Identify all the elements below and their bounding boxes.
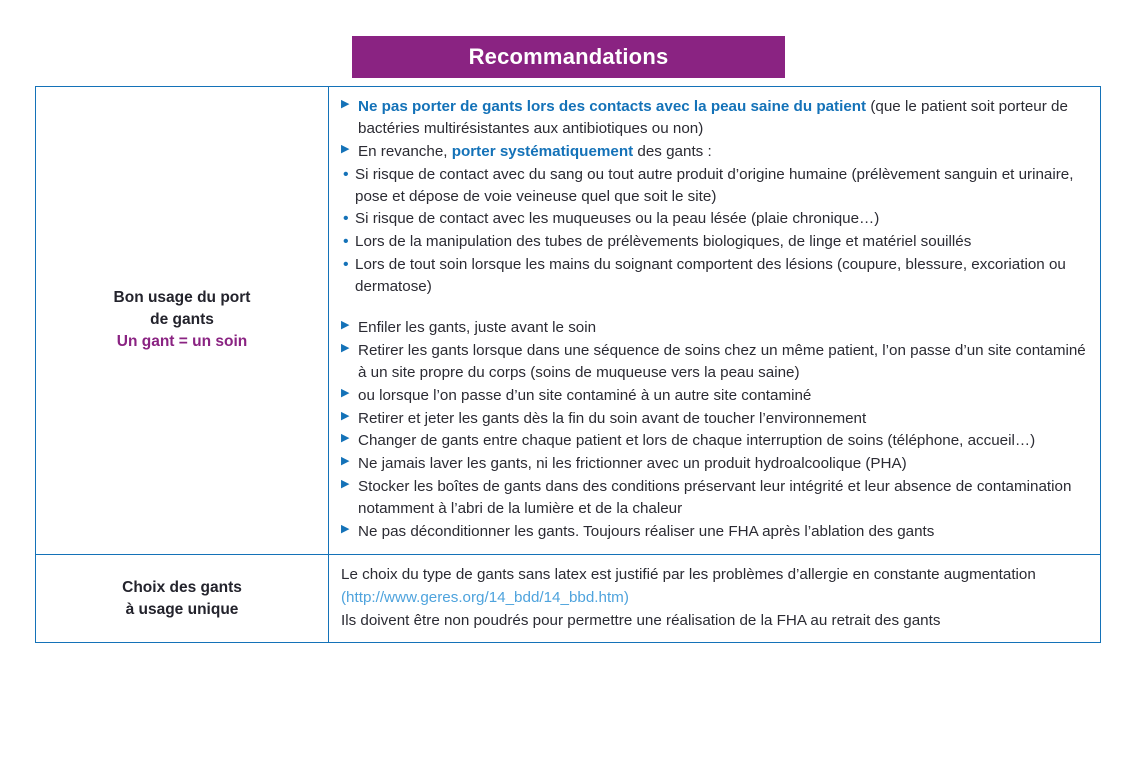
list-item-text (355, 208, 1086, 230)
list-item (343, 231, 1086, 253)
body-text: Ne jamais laver les gants, ni les frictionner avec un produit hydroalcoolique (PHA) (358, 455, 907, 473)
list-item (341, 521, 1086, 543)
body-text: Changer de gants entre chaque patient et lors de chaque interruption de soins (téléphone, accueil…) (358, 432, 1036, 450)
list-item-text (358, 317, 1086, 339)
body-text: Ils doivent être non poudrés pour permettre une réalisation de la FHA au retrait des gants (341, 611, 941, 629)
triangle-bullet-icon: ▶ (341, 523, 350, 536)
dot-bullet-icon: • (343, 233, 349, 251)
body-text: Lors de tout soin lorsque les mains du soignant comportent des lésions (coupure, blessure, excoriation ou dermatose) (355, 256, 1066, 296)
body-text: Retirer les gants lorsque dans une séquence de soins chez un même patient, l’on passe d’un site contaminé à un site propre du corps (soins de muqueuse vers la peau saine) (358, 341, 1086, 381)
row-content-cell (329, 555, 1100, 642)
list-item (341, 408, 1086, 430)
body-text: Le choix du type de gants sans latex est justifié par les problèmes d’allergie en constante augmentation (341, 565, 1036, 583)
page-title: Recommandations (468, 44, 669, 69)
triangle-bullet-icon: ▶ (341, 341, 350, 354)
triangle-bullet-icon: ▶ (341, 478, 350, 491)
body-text: des gants : (633, 142, 712, 160)
header-banner (352, 36, 785, 78)
row-label-cell (36, 87, 329, 554)
list-item (343, 208, 1086, 230)
list-item-text (358, 408, 1086, 430)
list-item-text (358, 521, 1086, 543)
row-label-line: de gants (150, 311, 214, 329)
paragraph (341, 610, 1086, 633)
list-item (341, 96, 1086, 140)
list-item (343, 254, 1086, 298)
list-item (341, 385, 1086, 407)
list-item-text (358, 453, 1086, 475)
list-item-text (358, 141, 1086, 163)
row-label-line: Bon usage du port (113, 289, 251, 307)
dot-bullet-icon: • (343, 210, 349, 228)
dot-bullet-icon: • (343, 256, 349, 274)
list-item-text (355, 164, 1086, 208)
dot-bullet-icon: • (343, 165, 349, 183)
body-text: Ne pas déconditionner les gants. Toujours réaliser une FHA après l’ablation des gants (358, 523, 935, 541)
body-text: Stocker les boîtes de gants dans des conditions préservant leur intégrité et leur absence de contamination notamment à l’abri de la lumière et de la chaleur (358, 478, 1072, 518)
body-text: En revanche, (358, 142, 452, 160)
triangle-bullet-icon: ▶ (341, 432, 350, 445)
list-item-text (355, 254, 1086, 298)
triangle-bullet-icon: ▶ (341, 98, 350, 110)
body-text: Lors de la manipulation des tubes de prélèvements biologiques, de linge et matériel souillés (355, 233, 972, 251)
list-item (341, 430, 1086, 452)
emphasis-text: Ne pas porter de gants lors des contacts avec la peau saine du patient (358, 98, 867, 115)
row-label-cell (36, 555, 329, 642)
list-item (341, 340, 1086, 384)
table-row (36, 87, 1100, 554)
triangle-bullet-icon: ▶ (341, 409, 350, 422)
body-text: Si risque de contact avec les muqueuses ou la peau lésée (plaie chronique…) (355, 210, 880, 228)
external-link[interactable]: (http://www.geres.org/14_bdd/14_bbd.htm) (341, 588, 629, 606)
body-text: (que le patient soit porteur de bactéries multirésistantes aux antibiotiques ou non) (358, 98, 1068, 137)
row-label-line: Choix des gants (122, 578, 242, 596)
list-item-text (358, 96, 1086, 140)
triangle-bullet-icon: ▶ (341, 319, 350, 332)
row-label-accent: Un gant = un soin (116, 333, 248, 351)
list-item (341, 317, 1086, 339)
list-item-text (358, 430, 1086, 452)
triangle-bullet-icon: ▶ (341, 386, 350, 399)
list-item-text (358, 385, 1086, 407)
list-item (341, 453, 1086, 475)
body-text: Retirer et jeter les gants dès la fin du soin avant de toucher l’environnement (358, 409, 867, 427)
table-row (36, 554, 1100, 642)
list-item (341, 141, 1086, 163)
list-item (341, 476, 1086, 520)
body-text: ou lorsque l’on passe d’un site contaminé à un autre site contaminé (358, 386, 812, 404)
body-text: Si risque de contact avec du sang ou tout autre produit d’origine humaine (prélèvement sanguin et urinaire, pose et dépose de voie veineuse quel que soit le site) (355, 165, 1074, 205)
list-item-text (358, 476, 1086, 520)
emphasis-text: porter systématiquement (451, 142, 634, 160)
list-item-text (355, 231, 1086, 253)
list-item (343, 164, 1086, 208)
triangle-bullet-icon: ▶ (341, 455, 350, 468)
triangle-bullet-icon: ▶ (341, 142, 350, 155)
block-spacer (341, 299, 1086, 317)
list-item-text (358, 340, 1086, 384)
recommendations-table (35, 86, 1101, 643)
row-content-cell (329, 87, 1100, 554)
row-label-line: à usage unique (125, 600, 239, 618)
body-text: Enfiler les gants, juste avant le soin (358, 319, 597, 337)
paragraph (341, 564, 1086, 610)
